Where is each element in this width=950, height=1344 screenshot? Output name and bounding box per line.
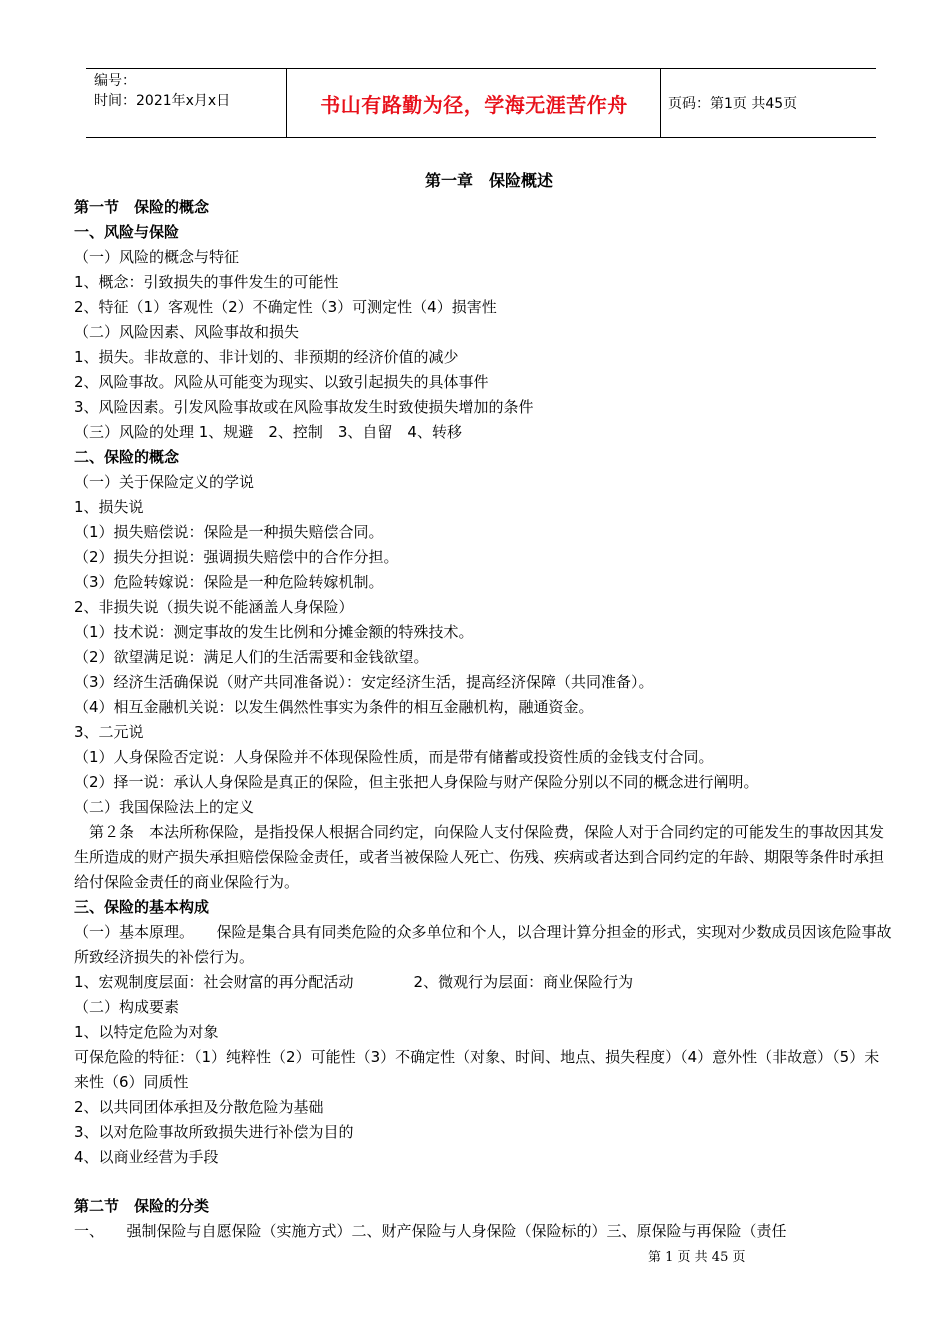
header-divider [286,69,287,137]
page-footer: 第 1 页 共 45 页 [648,1250,746,1265]
time-label: 时间：2021年x月x日 [94,93,231,109]
principle-paragraph: （一）基本原理。 保险是集合具有同类危险的众多单位和个人，以合理计算分担金的形式，实现对少数成员因该危险事故所致经济损失的补偿行为。 [74,923,892,966]
chapter-title: 第一章 保险概述 [424,171,553,190]
text-line: （三）风险的处理 1、规避 2、控制 3、自留 4、转移 [74,423,462,441]
number-label: 编号： [94,73,136,89]
text-line: 1、损失。非故意的、非计划的、非预期的经济价值的减少 [74,348,459,366]
text-line: （3）经济生活确保说（财产共同准备说）：安定经济生活，提高经济保障（共同准备）。 [74,673,654,691]
subsection-heading: 二、保险的概念 [74,448,180,466]
section-heading: 第一节 保险的概念 [74,198,210,216]
document-body [74,168,892,1244]
text-line: 1、概念：引致损失的事件发生的可能性 [74,273,339,291]
header-motto: 书山有路勤为径，学海无涯苦作舟 [320,92,628,117]
text-line: （2）择一说：承认人身保险是真正的保险，但主张把人身保险与财产保险分别以不同的概念进行阐明。 [74,773,759,791]
text-line: （2）损失分担说：强调损失赔偿中的合作分担。 [74,548,399,566]
header-table [86,68,876,138]
text-line: 2、风险事故。风险从可能变为现实、以致引起损失的具体事件 [74,373,489,391]
text-line: 2、以共同团体承担及分散危险为基础 [74,1098,324,1116]
text-line: 4、以商业经营为手段 [74,1148,219,1166]
text-line: 2、特征（1）客观性（2）不确定性（3）可测定性（4）损害性 [74,298,497,316]
header-meta [94,71,284,111]
header-divider [660,69,661,137]
text-line: （二）我国保险法上的定义 [74,798,255,816]
header-page-info: 页码：第1页 共45页 [668,96,798,112]
section-heading: 第二节 保险的分类 [74,1197,210,1215]
text-line: （一）关于保险定义的学说 [74,473,255,491]
text-line: （1）技术说：测定事故的发生比例和分摊金额的特殊技术。 [74,623,474,641]
text-line: （2）欲望满足说：满足人们的生活需要和金钱欲望。 [74,648,429,666]
text-line: 1、宏观制度层面：社会财富的再分配活动 2、微观行为层面：商业保险行为 [74,973,634,991]
text-line: 3、风险因素。引发风险事故或在风险事故发生时致使损失增加的条件 [74,398,534,416]
insurable-risk-paragraph: 可保危险的特征：（1）纯粹性（2）可能性（3）不确定性（对象、时间、地点、损失程度）（4）意外性（非故意）（5）未来性（6）同质性 [74,1048,880,1091]
text-line: （1）人身保险否定说：人身保险并不体现保险性质，而是带有储蓄或投资性质的金钱支付合同。 [74,748,714,766]
text-line: 1、损失说 [74,498,144,516]
subsection-heading: 三、保险的基本构成 [74,898,210,916]
text-line: （二）风险因素、风险事故和损失 [74,323,300,341]
text-line: （一）风险的概念与特征 [74,248,240,266]
text-line: 3、以对危险事故所致损失进行补偿为目的 [74,1123,354,1141]
law-article-paragraph: 第２条 本法所称保险，是指投保人根据合同约定，向保险人支付保险费，保险人对于合同约定的可能发生的事故因其发生所造成的财产损失承担赔偿保险金责任，或者当被保险人死亡、伤残、疾病或者达到合同约定的年龄、期限等条件时承担给付保险金责任的商业保险行为。 [74,823,885,891]
text-line: （4）相互金融机关说：以发生偶然性事实为条件的相互金融机构，融通资金。 [74,698,594,716]
text-line: 1、以特定危险为对象 [74,1023,219,1041]
text-line: 3、二元说 [74,723,144,741]
text-line: （3）危险转嫁说：保险是一种危险转嫁机制。 [74,573,384,591]
text-line: 2、非损失说（损失说不能涵盖人身保险） [74,598,354,616]
subsection-heading: 一、风险与保险 [74,223,180,241]
text-line: 一、 强制保险与自愿保险（实施方式）二、财产保险与人身保险（保险标的）三、原保险与再保险（责任 [74,1222,787,1240]
spacer [74,1170,892,1194]
text-line: （二）构成要素 [74,998,180,1016]
text-line: （1）损失赔偿说：保险是一种损失赔偿合同。 [74,523,384,541]
